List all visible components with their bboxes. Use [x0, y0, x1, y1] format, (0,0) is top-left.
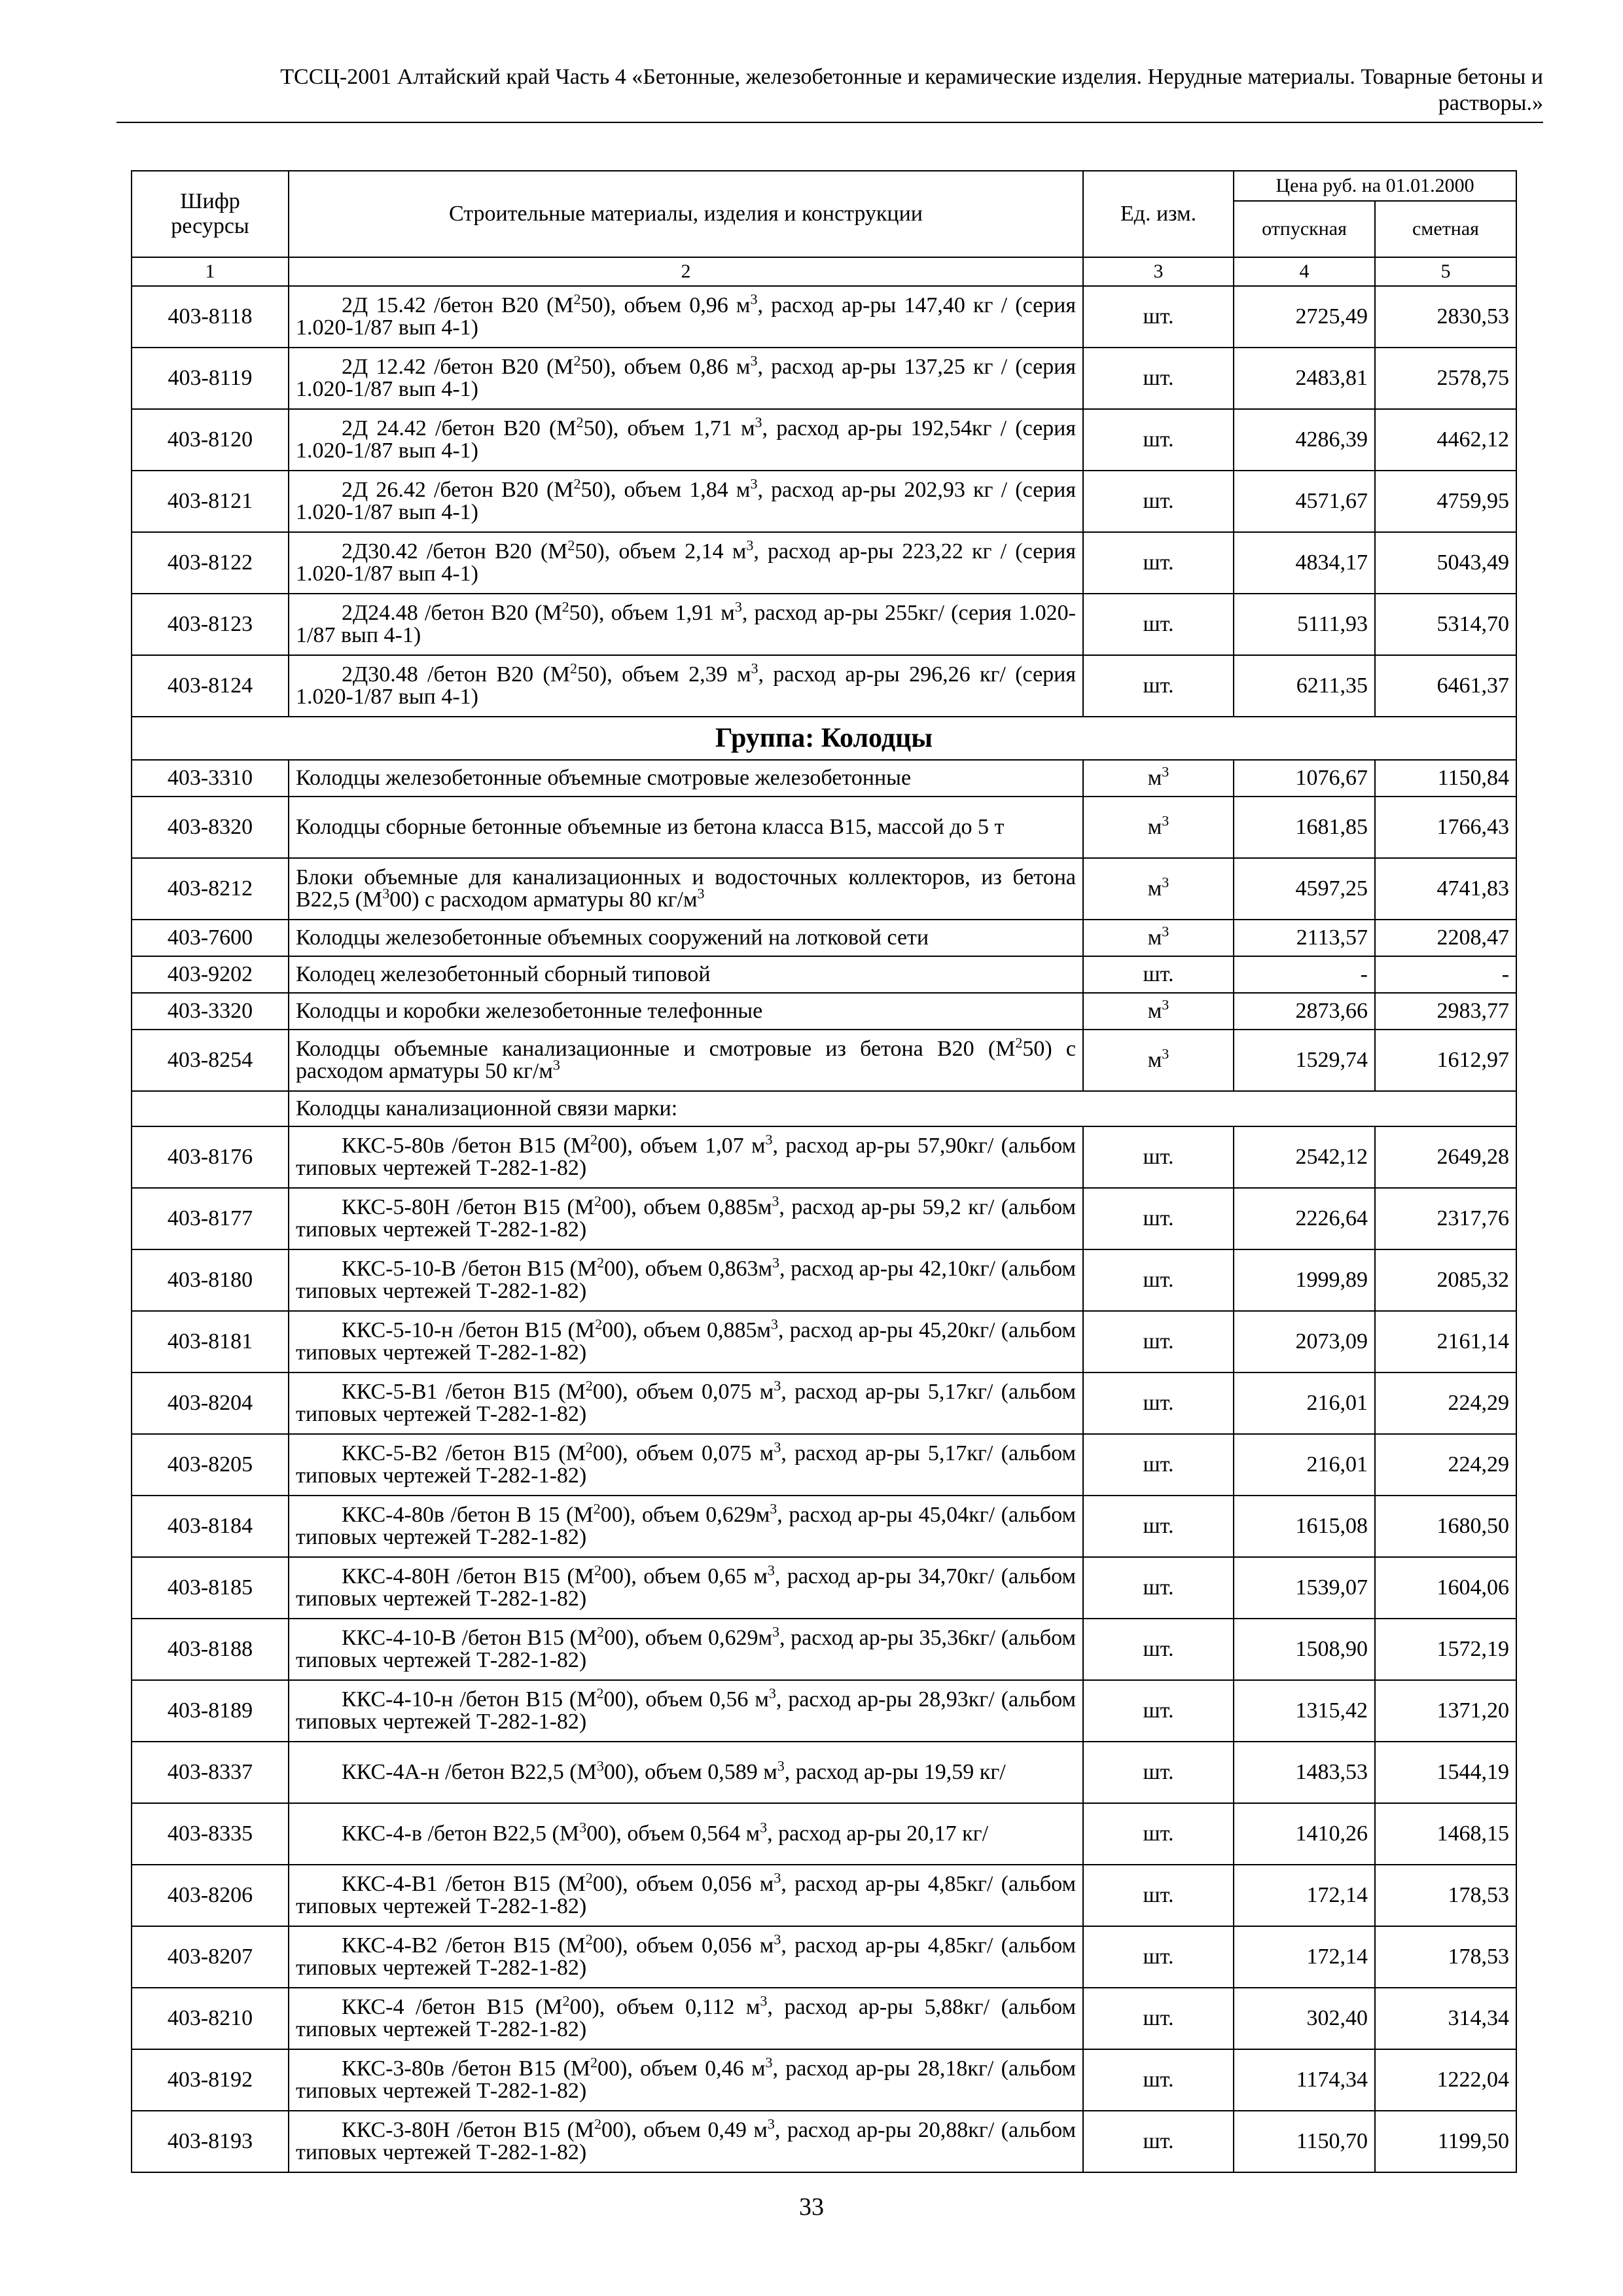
material-name-cell: Блоки объемные для канализационных и водосточных коллекторов, из бетона В22,5 $(М^300)$ с расходом арматуры 80 $кг/м^3$ [289, 858, 1083, 920]
header-price: Цена руб. на 01.01.2000 [1234, 171, 1516, 201]
release-price-cell: 4286,39 [1234, 409, 1375, 471]
resource-code-cell: 403-3320 [132, 993, 289, 1030]
estimate-price-cell: 2161,14 [1375, 1311, 1516, 1372]
release-price-cell: 1150,70 [1234, 2111, 1375, 2172]
unit-cell: шт. [1083, 655, 1234, 717]
release-price-cell: 1999,89 [1234, 1249, 1375, 1311]
unit-cell: $м^3$ [1083, 858, 1234, 920]
table-row [132, 1188, 1516, 1249]
unit-cell: шт. [1083, 1372, 1234, 1434]
unit-cell: шт. [1083, 2049, 1234, 2111]
estimate-price-cell: 1468,15 [1375, 1803, 1516, 1865]
release-price-cell: 2725,49 [1234, 286, 1375, 348]
resource-code-cell: 403-8204 [132, 1372, 289, 1434]
table-row [132, 286, 1516, 348]
header-unit: Ед. изм. [1083, 171, 1234, 257]
unit-cell: шт. [1083, 1249, 1234, 1311]
column-numbers-row [132, 257, 1516, 286]
unit-cell: шт. [1083, 1865, 1234, 1926]
estimate-price-cell: 314,34 [1375, 1988, 1516, 2049]
material-name-cell: ККС-4-10-н /бетон В15 $(М^200)$, объем 0,56 $м^3$, расход ар-ры 28,93кг/ (альбом типовых чертежей Т-282-1-82) [289, 1680, 1083, 1742]
table-row [132, 956, 1516, 993]
unit-cell: шт. [1083, 1803, 1234, 1865]
resource-code-cell: 403-9202 [132, 956, 289, 993]
release-price-cell: 1539,07 [1234, 1557, 1375, 1619]
material-name-cell: ККС-4 /бетон В15 $(М^200)$, объем 0,112 $м^3$, расход ар-ры 5,88кг/ (альбом типовых чертежей Т-282-1-82) [289, 1988, 1083, 2049]
release-price-cell: 1076,67 [1234, 760, 1375, 797]
estimate-price-cell: 224,29 [1375, 1434, 1516, 1496]
page-number: 33 [799, 2193, 824, 2221]
resource-code-cell: 403-8177 [132, 1188, 289, 1249]
resource-code-cell: 403-8180 [132, 1249, 289, 1311]
column-number: 2 [289, 257, 1083, 286]
estimate-price-cell: 4741,83 [1375, 858, 1516, 920]
unit-cell: шт. [1083, 1557, 1234, 1619]
header-code: Шифр ресурсы [132, 171, 289, 257]
table-row [132, 2049, 1516, 2111]
material-name-cell: Колодцы железобетонные объемных сооружений на лотковой сети [289, 920, 1083, 956]
release-price-cell: 1315,42 [1234, 1680, 1375, 1742]
estimate-price-cell: 2649,28 [1375, 1126, 1516, 1188]
material-name-cell: ККС-5-80в /бетон В15 $(М^200)$, объем 1,07 $м^3$, расход ар-ры 57,90кг/ (альбом типовых чертежей Т-282-1-82) [289, 1126, 1083, 1188]
release-price-cell: 172,14 [1234, 1926, 1375, 1988]
table-row [132, 1742, 1516, 1803]
header-name: Строительные материалы, изделия и конструкции [289, 171, 1083, 257]
header-rule [116, 122, 1543, 123]
column-number: 3 [1083, 257, 1234, 286]
material-name-cell: Колодцы объемные канализационные и смотровые из бетона В20 $(М^250)$ с расходом арматуры 50 $кг/м^3$ [289, 1030, 1083, 1091]
column-number: 4 [1234, 257, 1375, 286]
estimate-price-cell: - [1375, 956, 1516, 993]
release-price-cell: 6211,35 [1234, 655, 1375, 717]
table-row [132, 2111, 1516, 2172]
resource-code-cell: 403-8124 [132, 655, 289, 717]
table-row [132, 1988, 1516, 2049]
material-name-cell: Колодцы железобетонные объемные смотровые железобетонные [289, 760, 1083, 797]
resource-code-cell: 403-8121 [132, 471, 289, 532]
unit-cell: шт. [1083, 471, 1234, 532]
estimate-price-cell: 1222,04 [1375, 2049, 1516, 2111]
release-price-cell: 216,01 [1234, 1434, 1375, 1496]
material-name-cell: Колодец железобетонный сборный типовой [289, 956, 1083, 993]
estimate-price-cell: 224,29 [1375, 1372, 1516, 1434]
estimate-price-cell: 4462,12 [1375, 409, 1516, 471]
estimate-price-cell: 6461,37 [1375, 655, 1516, 717]
subheading-code-cell [132, 1091, 289, 1126]
material-name-cell: ККС-5-10-н /бетон В15 $(М^200)$, объем $0,885м^3$, расход ар-ры 45,20кг/ (альбом типовых чертежей Т-282-1-82) [289, 1311, 1083, 1372]
table-row [132, 1865, 1516, 1926]
material-name-cell: 2Д24.48 /бетон В20 $(М^250)$, объем 1,91 $м^3$, расход ар-ры 255кг/ (серия 1.020-1/87 вып 4-1) [289, 594, 1083, 655]
header-release: отпускная [1234, 201, 1375, 257]
release-price-cell: 172,14 [1234, 1865, 1375, 1926]
resource-code-cell: 403-8192 [132, 2049, 289, 2111]
material-name-cell: 2Д30.42 /бетон В20 $(М^250)$, объем 2,14 $м^3$, расход ар-ры 223,22 кг / (серия 1.020-1/87 вып 4-1) [289, 532, 1083, 594]
column-number: 1 [132, 257, 289, 286]
estimate-price-cell: 2317,76 [1375, 1188, 1516, 1249]
resource-code-cell: 403-8118 [132, 286, 289, 348]
table-row [132, 1372, 1516, 1434]
estimate-price-cell: 4759,95 [1375, 471, 1516, 532]
unit-cell: шт. [1083, 956, 1234, 993]
unit-cell: $м^3$ [1083, 1030, 1234, 1091]
resource-code-cell: 403-3310 [132, 760, 289, 797]
estimate-price-cell: 2578,75 [1375, 348, 1516, 409]
material-name-cell: ККС-4-В2 /бетон В15 $(М^200)$, объем 0,056 $м^3$, расход ар-ры 4,85кг/ (альбом типовых чертежей Т-282-1-82) [289, 1926, 1083, 1988]
unit-cell: шт. [1083, 532, 1234, 594]
resource-code-cell: 403-8207 [132, 1926, 289, 1988]
estimate-price-cell: 1680,50 [1375, 1496, 1516, 1557]
unit-cell: шт. [1083, 1926, 1234, 1988]
release-price-cell: 1174,34 [1234, 2049, 1375, 2111]
estimate-price-cell: 5043,49 [1375, 532, 1516, 594]
estimate-price-cell: 178,53 [1375, 1865, 1516, 1926]
estimate-price-cell: 5314,70 [1375, 594, 1516, 655]
material-name-cell: Колодцы и коробки железобетонные телефонные [289, 993, 1083, 1030]
resource-code-cell: 403-8320 [132, 797, 289, 858]
material-name-cell: ККС-3-80Н /бетон В15 $(М^200)$, объем 0,49 $м^3$, расход ар-ры 20,88кг/ (альбом типовых чертежей Т-282-1-82) [289, 2111, 1083, 2172]
table-row [132, 532, 1516, 594]
release-price-cell: 2542,12 [1234, 1126, 1375, 1188]
resource-code-cell: 403-8189 [132, 1680, 289, 1742]
unit-cell: $м^3$ [1083, 797, 1234, 858]
table-row [132, 1311, 1516, 1372]
table-row [132, 1680, 1516, 1742]
release-price-cell: 4597,25 [1234, 858, 1375, 920]
unit-cell: шт. [1083, 1188, 1234, 1249]
release-price-cell: 2873,66 [1234, 993, 1375, 1030]
resource-code-cell: 403-8122 [132, 532, 289, 594]
table-row [132, 1030, 1516, 1091]
table-row [132, 1926, 1516, 1988]
header-line-1: ТССЦ-2001 Алтайский край Часть 4 «Бетонные, железобетонные и керамические изделия. Нерудные материалы. Товарные бетоны и [280, 65, 1543, 89]
resource-code-cell: 403-8254 [132, 1030, 289, 1091]
release-price-cell: 4571,67 [1234, 471, 1375, 532]
material-name-cell: 2Д 26.42 /бетон В20 $(М^250)$, объем 1,84 $м^3$, расход ар-ры 202,93 кг / (серия 1.020-1/87 вып 4-1) [289, 471, 1083, 532]
table-row [132, 993, 1516, 1030]
estimate-price-cell: 1150,84 [1375, 760, 1516, 797]
estimate-price-cell: 2208,47 [1375, 920, 1516, 956]
running-header [116, 64, 1543, 117]
resource-code-cell: 403-8210 [132, 1988, 289, 2049]
resource-code-cell: 403-8188 [132, 1619, 289, 1680]
unit-cell: шт. [1083, 1988, 1234, 2049]
release-price-cell: - [1234, 956, 1375, 993]
resource-code-cell: 403-8206 [132, 1865, 289, 1926]
resource-code-cell: 403-8120 [132, 409, 289, 471]
subheading: Колодцы канализационной связи марки: [289, 1091, 1516, 1126]
material-name-cell: ККС-4-80Н /бетон В15 $(М^200)$, объем 0,65 $м^3$, расход ар-ры 34,70кг/ (альбом типовых чертежей Т-282-1-82) [289, 1557, 1083, 1619]
estimate-price-cell: 1371,20 [1375, 1680, 1516, 1742]
unit-cell: $м^3$ [1083, 993, 1234, 1030]
table-row [132, 594, 1516, 655]
resource-code-cell: 403-8337 [132, 1742, 289, 1803]
estimate-price-cell: 2983,77 [1375, 993, 1516, 1030]
material-name-cell: ККС-3-80в /бетон В15 $(М^200)$, объем 0,46 $м^3$, расход ар-ры 28,18кг/ (альбом типовых чертежей Т-282-1-82) [289, 2049, 1083, 2111]
release-price-cell: 4834,17 [1234, 532, 1375, 594]
unit-cell: шт. [1083, 1619, 1234, 1680]
table-row [132, 797, 1516, 858]
material-name-cell: ККС-5-10-В /бетон В15 $(М^200)$, объем $0,863м^3$, расход ар-ры 42,10кг/ (альбом типовых чертежей Т-282-1-82) [289, 1249, 1083, 1311]
resource-code-cell: 403-7600 [132, 920, 289, 956]
release-price-cell: 302,40 [1234, 1988, 1375, 2049]
resource-code-cell: 403-8119 [132, 348, 289, 409]
table-row [132, 858, 1516, 920]
unit-cell: шт. [1083, 1680, 1234, 1742]
table-section-group [132, 760, 1516, 1091]
material-name-cell: 2Д30.48 /бетон В20 $(М^250)$, объем 2,39 $м^3$, расход ар-ры 296,26 кг/ (серия 1.020-1/87 вып 4-1) [289, 655, 1083, 717]
resource-code-cell: 403-8181 [132, 1311, 289, 1372]
release-price-cell: 1508,90 [1234, 1619, 1375, 1680]
table-row [132, 920, 1516, 956]
table-row [132, 409, 1516, 471]
resource-code-cell: 403-8185 [132, 1557, 289, 1619]
table-row [132, 1803, 1516, 1865]
unit-cell: шт. [1083, 594, 1234, 655]
group-title: Группа: Колодцы [132, 717, 1516, 760]
resource-code-cell: 403-8123 [132, 594, 289, 655]
material-name-cell: 2Д 12.42 /бетон В20 $(М^250)$, объем 0,86 $м^3$, расход ар-ры 137,25 кг / (серия 1.020-1/87 вып 4-1) [289, 348, 1083, 409]
price-table [131, 170, 1517, 2173]
unit-cell: шт. [1083, 1311, 1234, 1372]
table-row [132, 348, 1516, 409]
estimate-price-cell: 1766,43 [1375, 797, 1516, 858]
group-section [132, 717, 1516, 760]
material-name-cell: Колодцы сборные бетонные объемные из бетона класса В15, массой до 5 т [289, 797, 1083, 858]
resource-code-cell: 403-8212 [132, 858, 289, 920]
table-row [132, 1496, 1516, 1557]
subheading-section [132, 1091, 1516, 1126]
release-price-cell: 1483,53 [1234, 1742, 1375, 1803]
material-name-cell: ККС-5-80Н /бетон В15 $(М^200)$, объем $0,885м^3$, расход ар-ры 59,2 кг/ (альбом типовых чертежей Т-282-1-82) [289, 1188, 1083, 1249]
estimate-price-cell: 2085,32 [1375, 1249, 1516, 1311]
material-name-cell: ККС-4А-н /бетон В22,5 $(М^300)$, объем 0,589 $м^3$, расход ар-ры 19,59 кг/ [289, 1742, 1083, 1803]
table-row [132, 1619, 1516, 1680]
resource-code-cell: 403-8193 [132, 2111, 289, 2172]
material-name-cell: ККС-5-В2 /бетон В15 $(М^200)$, объем 0,075 $м^3$, расход ар-ры 5,17кг/ (альбом типовых чертежей Т-282-1-82) [289, 1434, 1083, 1496]
release-price-cell: 5111,93 [1234, 594, 1375, 655]
column-number: 5 [1375, 257, 1516, 286]
table-row [132, 1434, 1516, 1496]
release-price-cell: 1615,08 [1234, 1496, 1375, 1557]
estimate-price-cell: 1572,19 [1375, 1619, 1516, 1680]
material-name-cell: ККС-5-В1 /бетон В15 $(М^200)$, объем 0,075 $м^3$, расход ар-ры 5,17кг/ (альбом типовых чертежей Т-282-1-82) [289, 1372, 1083, 1434]
table-row [132, 1126, 1516, 1188]
estimate-price-cell: 1544,19 [1375, 1742, 1516, 1803]
estimate-price-cell: 178,53 [1375, 1926, 1516, 1988]
table-row [132, 655, 1516, 717]
table-section-kks [132, 1126, 1516, 2172]
estimate-price-cell: 2830,53 [1375, 286, 1516, 348]
estimate-price-cell: 1612,97 [1375, 1030, 1516, 1091]
unit-cell: шт. [1083, 1126, 1234, 1188]
material-name-cell: ККС-4-в /бетон В22,5 $(М^300)$, объем 0,564 $м^3$, расход ар-ры 20,17 кг/ [289, 1803, 1083, 1865]
resource-code-cell: 403-8205 [132, 1434, 289, 1496]
release-price-cell: 1529,74 [1234, 1030, 1375, 1091]
table-row [132, 760, 1516, 797]
header-estimate: сметная [1375, 201, 1516, 257]
resource-code-cell: 403-8176 [132, 1126, 289, 1188]
unit-cell: шт. [1083, 1742, 1234, 1803]
unit-cell: $м^3$ [1083, 920, 1234, 956]
release-price-cell: 2113,57 [1234, 920, 1375, 956]
unit-cell: шт. [1083, 286, 1234, 348]
unit-cell: шт. [1083, 2111, 1234, 2172]
release-price-cell: 1681,85 [1234, 797, 1375, 858]
resource-code-cell: 403-8184 [132, 1496, 289, 1557]
table-row [132, 471, 1516, 532]
unit-cell: шт. [1083, 348, 1234, 409]
unit-cell: шт. [1083, 409, 1234, 471]
material-name-cell: ККС-4-В1 /бетон В15 $(М^200)$, объем 0,056 $м^3$, расход ар-ры 4,85кг/ (альбом типовых чертежей Т-282-1-82) [289, 1865, 1083, 1926]
release-price-cell: 1410,26 [1234, 1803, 1375, 1865]
table-row [132, 1557, 1516, 1619]
estimate-price-cell: 1604,06 [1375, 1557, 1516, 1619]
release-price-cell: 2226,64 [1234, 1188, 1375, 1249]
material-name-cell: 2Д 15.42 /бетон В20 $(М^250)$, объем 0,96 $м^3$, расход ар-ры 147,40 кг / (серия 1.020-1/87 вып 4-1) [289, 286, 1083, 348]
material-name-cell: ККС-4-10-В /бетон В15 $(М^200)$, объем $0,629м^3$, расход ар-ры 35,36кг/ (альбом типовых чертежей Т-282-1-82) [289, 1619, 1083, 1680]
table-section-top [132, 286, 1516, 717]
table-row [132, 1249, 1516, 1311]
estimate-price-cell: 1199,50 [1375, 2111, 1516, 2172]
material-name-cell: ККС-4-80в /бетон В 15 $(М^200)$, объем $0,629м^3$, расход ар-ры 45,04кг/ (альбом типовых чертежей Т-282-1-82) [289, 1496, 1083, 1557]
release-price-cell: 2073,09 [1234, 1311, 1375, 1372]
header-line-2: растворы.» [1438, 91, 1543, 115]
release-price-cell: 216,01 [1234, 1372, 1375, 1434]
release-price-cell: 2483,81 [1234, 348, 1375, 409]
material-name-cell: 2Д 24.42 /бетон В20 $(М^250)$, объем 1,71 $м^3$, расход ар-ры 192,54кг / (серия 1.020-1/87 вып 4-1) [289, 409, 1083, 471]
resource-code-cell: 403-8335 [132, 1803, 289, 1865]
unit-cell: шт. [1083, 1434, 1234, 1496]
unit-cell: шт. [1083, 1496, 1234, 1557]
unit-cell: $м^3$ [1083, 760, 1234, 797]
